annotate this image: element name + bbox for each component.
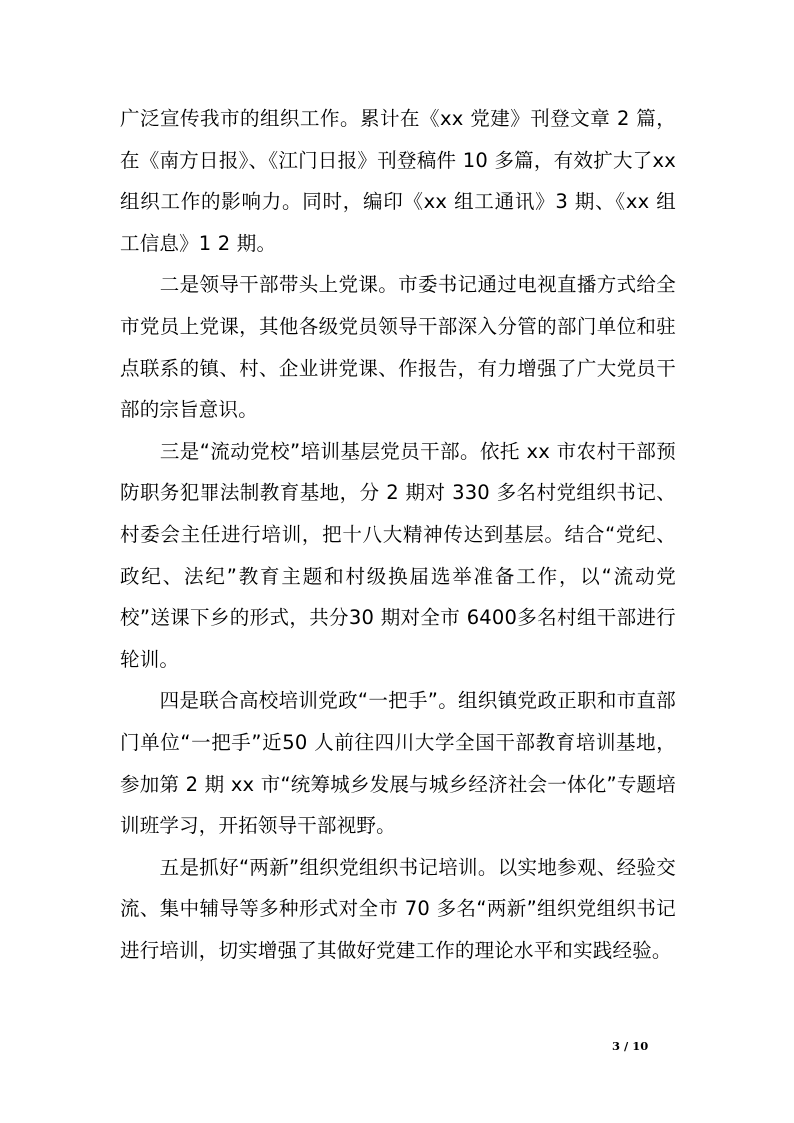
- paragraph-continued: 广泛宣传我市的组织工作。累计在《xx 党建》刊登文章 2 篇，在《南方日报》、《江门日报》刊登稿件 10 多篇，有效扩大了xx 组织工作的影响力。同时，编印《xx 组工通讯》3 期、《xx 组工信息》1 2 期。: [120, 107, 683, 255]
- paragraph-mobile-party-school: 三是“流动党校”培训基层党员干部。依托 xx 市农村干部预防职务犯罪法制教育基地，分 2 期对 330 多名村党组织书记、村委会主任进行培训，把十八大精神传达到基层。结合“党纪、政纪、法纪”教育主题和村级换届选举准备工作，以“流动党校”送课下乡的形式，共分30 期对全市 6400多名村组干部进行轮训。: [120, 439, 676, 671]
- paragraph-two-new-organizations: 五是抓好“两新”组织党组织书记培训。以实地参观、经验交流、集中辅导等多种形式对全市 70 多名“两新”组织党组织书记进行培训，切实增强了其做好党建工作的理论水平和实践经验。: [120, 855, 676, 962]
- paragraph-leader-party-lessons: 二是领导干部带头上党课。市委书记通过电视直播方式给全市党员上党课，其他各级党员领导干部深入分管的部门单位和驻点联系的镇、村、企业讲党课、作报告，有力增强了广大党员干部的宗旨意识。: [120, 273, 676, 422]
- document-body: [120, 98, 683, 971]
- paragraph-university-training: 四是联合高校培训党政“一把手”。组织镇党政正职和市直部门单位“一把手”近50 人前往四川大学全国干部教育培训基地，参加第 2 期 xx 市“统筹城乡发展与城乡经济社会一体化”专题培训班学习，开拓领导干部视野。: [120, 689, 676, 838]
- page-number: 3 / 10: [612, 1039, 649, 1053]
